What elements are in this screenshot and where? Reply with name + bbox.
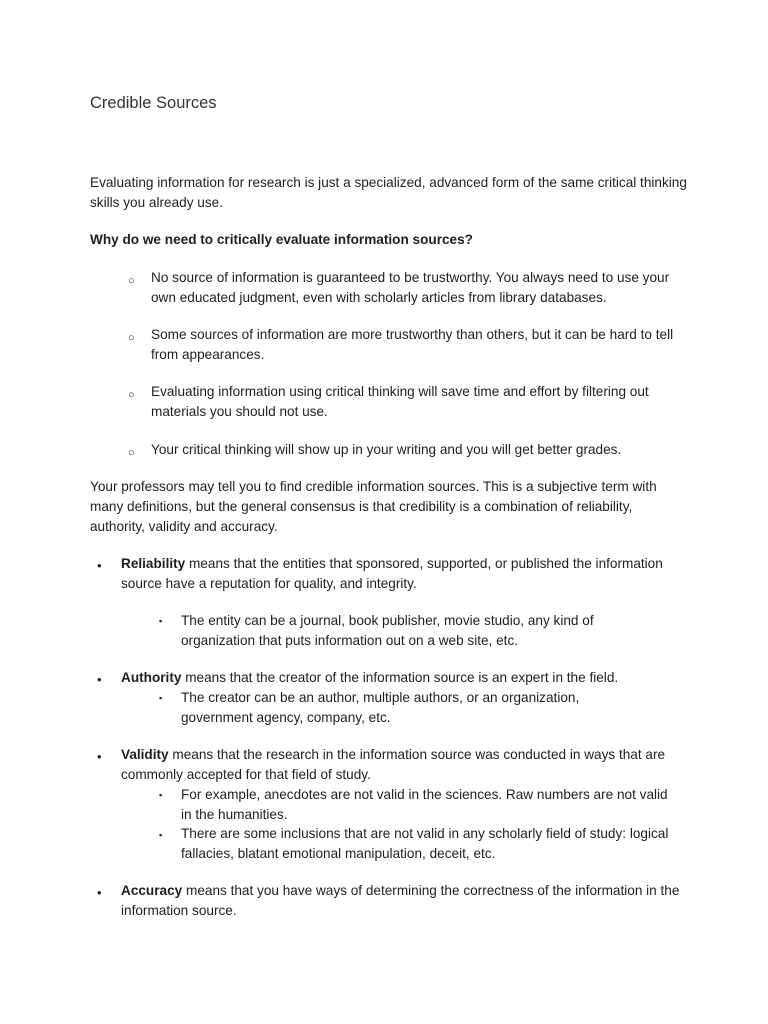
criterion-term: Reliability xyxy=(121,556,186,571)
criterion-authority xyxy=(121,668,681,688)
circle-bullet-icon xyxy=(128,333,138,343)
bullet-icon xyxy=(97,562,105,570)
criterion-term: Accuracy xyxy=(121,883,183,898)
criterion-term: Authority xyxy=(121,670,182,685)
professors-paragraph: Your professors may tell you to find credible information sources. This is a subjective term with many definitions, but the general consensus is that credibility is a combination of reliability, authority, validity and accuracy. xyxy=(90,479,657,534)
criterion-subitem: The entity can be a journal, book publisher, movie studio, any kind of organization that puts information out on a web site, etc. xyxy=(181,613,594,648)
square-bullet-icon xyxy=(159,792,165,798)
reason-item: Some sources of information are more trustworthy than others, but it can be hard to tell from appearances. xyxy=(151,327,674,362)
criterion-accuracy xyxy=(121,881,681,921)
criterion-definition: means that the creator of the information source is an expert in the field. xyxy=(181,670,619,685)
criterion-term: Validity xyxy=(121,747,169,762)
criterion-subitem: There are some inclusions that are not valid in any scholarly field of study: logical fallacies, blatant emotional manipulation, deceit, etc. xyxy=(181,826,669,861)
bullet-icon xyxy=(97,889,105,897)
criterion-subitem: For example, anecdotes are not valid in the sciences. Raw numbers are not valid in the humanities. xyxy=(181,787,668,822)
criterion-validity xyxy=(121,745,681,785)
circle-bullet-icon xyxy=(128,448,138,458)
square-bullet-icon xyxy=(159,695,165,701)
criterion-subitem: The creator can be an author, multiple authors, or an organization, government agency, company, etc. xyxy=(181,690,580,725)
question-heading: Why do we need to critically evaluate information sources? xyxy=(90,232,473,247)
criterion-definition: means that the entities that sponsored, supported, or published the information source have a reputation for quality, and integrity. xyxy=(121,556,663,591)
bullet-icon xyxy=(97,676,105,684)
intro-paragraph: Evaluating information for research is just a specialized, advanced form of the same critical thinking skills you already use. xyxy=(90,175,687,210)
circle-bullet-icon xyxy=(128,276,138,286)
reason-item: Your critical thinking will show up in your writing and you will get better grades. xyxy=(151,442,622,457)
square-bullet-icon xyxy=(159,832,165,838)
reason-item: Evaluating information using critical thinking will save time and effort by filtering out materials you should not use. xyxy=(151,384,649,419)
square-bullet-icon xyxy=(159,618,165,624)
page-title: Credible Sources xyxy=(90,94,217,112)
bullet-icon xyxy=(97,753,105,761)
circle-bullet-icon xyxy=(128,390,138,400)
criterion-definition: means that the research in the information source was conducted in ways that are commonly accepted for that field of study. xyxy=(121,747,666,782)
criterion-reliability xyxy=(121,554,681,594)
criterion-definition: means that you have ways of determining the correctness of the information in the information source. xyxy=(121,883,680,918)
reason-item: No source of information is guaranteed to be trustworthy. You always need to use your own educated judgment, even with scholarly articles from library databases. xyxy=(151,270,670,305)
